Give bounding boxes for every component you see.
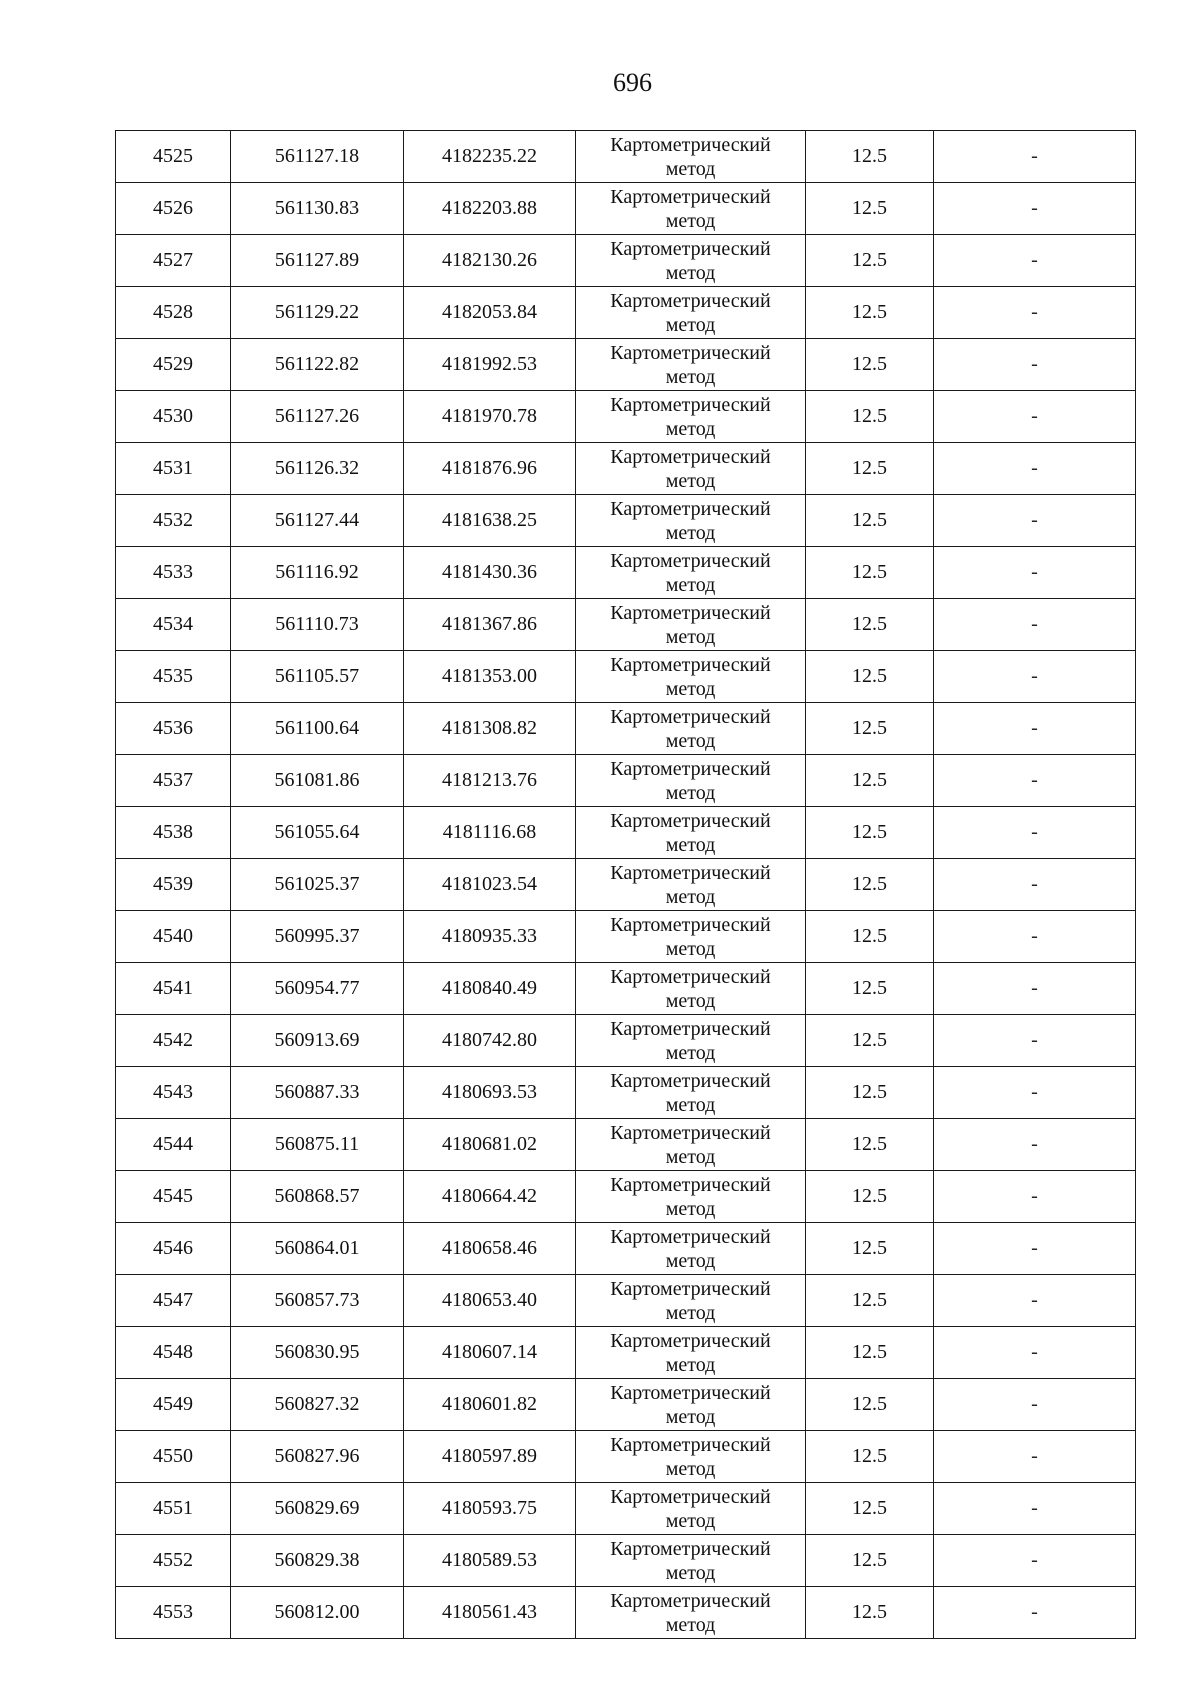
- accuracy-cell: 12.5: [806, 1587, 934, 1639]
- y-coordinate-cell: 4180597.89: [404, 1431, 576, 1483]
- method-label-line2: метод: [665, 989, 716, 1012]
- x-coordinate-cell: 560887.33: [231, 1067, 404, 1119]
- note-cell: -: [934, 703, 1136, 755]
- y-coordinate-cell: 4180681.02: [404, 1119, 576, 1171]
- method-cell: [576, 1379, 806, 1431]
- note-cell: -: [934, 755, 1136, 807]
- accuracy-cell: 12.5: [806, 911, 934, 963]
- point-number-cell: 4537: [116, 755, 231, 807]
- table-row: [116, 755, 1136, 807]
- method-cell: [576, 703, 806, 755]
- table-row: [116, 495, 1136, 547]
- y-coordinate-cell: 4181876.96: [404, 443, 576, 495]
- method-cell: [576, 339, 806, 391]
- point-number-cell: 4534: [116, 599, 231, 651]
- point-number-cell: 4536: [116, 703, 231, 755]
- x-coordinate-cell: 560864.01: [231, 1223, 404, 1275]
- x-coordinate-cell: 560827.96: [231, 1431, 404, 1483]
- method-label-line1: Картометрический: [610, 1381, 771, 1404]
- note-cell: -: [934, 495, 1136, 547]
- y-coordinate-cell: 4180589.53: [404, 1535, 576, 1587]
- accuracy-cell: 12.5: [806, 547, 934, 599]
- table-row: [116, 1275, 1136, 1327]
- method-cell: [576, 1015, 806, 1067]
- point-number-cell: 4548: [116, 1327, 231, 1379]
- point-number-cell: 4535: [116, 651, 231, 703]
- note-cell: -: [934, 1327, 1136, 1379]
- method-label-line1: Картометрический: [610, 809, 771, 832]
- method-label-line2: метод: [665, 521, 716, 544]
- x-coordinate-cell: 561116.92: [231, 547, 404, 599]
- note-cell: -: [934, 1119, 1136, 1171]
- method-label-line1: Картометрический: [610, 289, 771, 312]
- note-cell: -: [934, 651, 1136, 703]
- y-coordinate-cell: 4180742.80: [404, 1015, 576, 1067]
- point-number-cell: 4526: [116, 183, 231, 235]
- method-cell: [576, 183, 806, 235]
- note-cell: -: [934, 1535, 1136, 1587]
- table-row: [116, 703, 1136, 755]
- method-cell: [576, 1171, 806, 1223]
- accuracy-cell: 12.5: [806, 1015, 934, 1067]
- method-label-line1: Картометрический: [610, 1121, 771, 1144]
- method-cell: [576, 963, 806, 1015]
- point-number-cell: 4551: [116, 1483, 231, 1535]
- accuracy-cell: 12.5: [806, 1431, 934, 1483]
- point-number-cell: 4545: [116, 1171, 231, 1223]
- point-number-cell: 4529: [116, 339, 231, 391]
- method-label-line2: метод: [665, 1613, 716, 1636]
- note-cell: -: [934, 1587, 1136, 1639]
- note-cell: -: [934, 963, 1136, 1015]
- point-number-cell: 4547: [116, 1275, 231, 1327]
- point-number-cell: 4538: [116, 807, 231, 859]
- method-label-line1: Картометрический: [610, 1433, 771, 1456]
- point-number-cell: 4533: [116, 547, 231, 599]
- method-label-line2: метод: [665, 1301, 716, 1324]
- table-row: [116, 859, 1136, 911]
- y-coordinate-cell: 4180664.42: [404, 1171, 576, 1223]
- table-row: [116, 1431, 1136, 1483]
- method-label-line2: метод: [665, 157, 716, 180]
- table-row: [116, 131, 1136, 183]
- y-coordinate-cell: 4180658.46: [404, 1223, 576, 1275]
- note-cell: -: [934, 807, 1136, 859]
- method-label-line1: Картометрический: [610, 653, 771, 676]
- point-number-cell: 4530: [116, 391, 231, 443]
- x-coordinate-cell: 560830.95: [231, 1327, 404, 1379]
- method-label-line1: Картометрический: [610, 965, 771, 988]
- point-number-cell: 4550: [116, 1431, 231, 1483]
- point-number-cell: 4525: [116, 131, 231, 183]
- method-label-line2: метод: [665, 729, 716, 752]
- point-number-cell: 4532: [116, 495, 231, 547]
- note-cell: -: [934, 547, 1136, 599]
- x-coordinate-cell: 561122.82: [231, 339, 404, 391]
- method-label-line1: Картометрический: [610, 1485, 771, 1508]
- method-label-line1: Картометрический: [610, 705, 771, 728]
- accuracy-cell: 12.5: [806, 443, 934, 495]
- method-cell: [576, 755, 806, 807]
- accuracy-cell: 12.5: [806, 183, 934, 235]
- point-number-cell: 4544: [116, 1119, 231, 1171]
- method-label-line2: метод: [665, 1457, 716, 1480]
- table-row: [116, 1379, 1136, 1431]
- accuracy-cell: 12.5: [806, 287, 934, 339]
- table-row: [116, 1483, 1136, 1535]
- y-coordinate-cell: 4180840.49: [404, 963, 576, 1015]
- method-cell: [576, 807, 806, 859]
- accuracy-cell: 12.5: [806, 755, 934, 807]
- point-number-cell: 4552: [116, 1535, 231, 1587]
- note-cell: -: [934, 443, 1136, 495]
- method-label-line2: метод: [665, 1509, 716, 1532]
- table-row: [116, 183, 1136, 235]
- y-coordinate-cell: 4181353.00: [404, 651, 576, 703]
- y-coordinate-cell: 4181116.68: [404, 807, 576, 859]
- x-coordinate-cell: 561130.83: [231, 183, 404, 235]
- method-cell: [576, 1275, 806, 1327]
- method-label-line2: метод: [665, 573, 716, 596]
- method-label-line1: Картометрический: [610, 1225, 771, 1248]
- y-coordinate-cell: 4182235.22: [404, 131, 576, 183]
- accuracy-cell: 12.5: [806, 235, 934, 287]
- x-coordinate-cell: 561105.57: [231, 651, 404, 703]
- y-coordinate-cell: 4180935.33: [404, 911, 576, 963]
- point-number-cell: 4549: [116, 1379, 231, 1431]
- accuracy-cell: 12.5: [806, 1223, 934, 1275]
- method-label-line2: метод: [665, 781, 716, 804]
- y-coordinate-cell: 4181213.76: [404, 755, 576, 807]
- x-coordinate-cell: 561127.89: [231, 235, 404, 287]
- method-label-line1: Картометрический: [610, 601, 771, 624]
- table-row: [116, 1587, 1136, 1639]
- y-coordinate-cell: 4181992.53: [404, 339, 576, 391]
- method-cell: [576, 651, 806, 703]
- note-cell: -: [934, 235, 1136, 287]
- note-cell: -: [934, 599, 1136, 651]
- point-number-cell: 4543: [116, 1067, 231, 1119]
- table-row: [116, 391, 1136, 443]
- table-row: [116, 1327, 1136, 1379]
- coordinates-table: [115, 130, 1136, 1639]
- accuracy-cell: 12.5: [806, 1119, 934, 1171]
- x-coordinate-cell: 560995.37: [231, 911, 404, 963]
- point-number-cell: 4540: [116, 911, 231, 963]
- method-label-line1: Картометрический: [610, 861, 771, 884]
- method-label-line2: метод: [665, 1197, 716, 1220]
- method-cell: [576, 859, 806, 911]
- method-label-line2: метод: [665, 1249, 716, 1272]
- x-coordinate-cell: 561127.18: [231, 131, 404, 183]
- point-number-cell: 4528: [116, 287, 231, 339]
- method-cell: [576, 1223, 806, 1275]
- y-coordinate-cell: 4181367.86: [404, 599, 576, 651]
- table-row: [116, 1119, 1136, 1171]
- method-label-line1: Картометрический: [610, 1277, 771, 1300]
- accuracy-cell: 12.5: [806, 495, 934, 547]
- accuracy-cell: 12.5: [806, 1379, 934, 1431]
- y-coordinate-cell: 4181023.54: [404, 859, 576, 911]
- method-cell: [576, 1483, 806, 1535]
- x-coordinate-cell: 561129.22: [231, 287, 404, 339]
- method-label-line1: Картометрический: [610, 1069, 771, 1092]
- method-cell: [576, 1067, 806, 1119]
- point-number-cell: 4553: [116, 1587, 231, 1639]
- note-cell: -: [934, 1223, 1136, 1275]
- accuracy-cell: 12.5: [806, 807, 934, 859]
- method-cell: [576, 131, 806, 183]
- table-row: [116, 651, 1136, 703]
- method-cell: [576, 495, 806, 547]
- table-row: [116, 1171, 1136, 1223]
- method-label-line1: Картометрический: [610, 757, 771, 780]
- method-label-line1: Картометрический: [610, 1589, 771, 1612]
- x-coordinate-cell: 561127.44: [231, 495, 404, 547]
- note-cell: -: [934, 339, 1136, 391]
- table-row: [116, 1015, 1136, 1067]
- table-row: [116, 443, 1136, 495]
- note-cell: -: [934, 1015, 1136, 1067]
- method-label-line2: метод: [665, 365, 716, 388]
- note-cell: -: [934, 391, 1136, 443]
- method-label-line1: Картометрический: [610, 497, 771, 520]
- x-coordinate-cell: 561100.64: [231, 703, 404, 755]
- note-cell: -: [934, 287, 1136, 339]
- method-label-line2: метод: [665, 677, 716, 700]
- method-cell: [576, 235, 806, 287]
- method-cell: [576, 1327, 806, 1379]
- point-number-cell: 4539: [116, 859, 231, 911]
- method-cell: [576, 599, 806, 651]
- table-row: [116, 547, 1136, 599]
- method-label-line2: метод: [665, 469, 716, 492]
- accuracy-cell: 12.5: [806, 1327, 934, 1379]
- note-cell: -: [934, 911, 1136, 963]
- accuracy-cell: 12.5: [806, 651, 934, 703]
- accuracy-cell: 12.5: [806, 1171, 934, 1223]
- table-row: [116, 807, 1136, 859]
- table-body: [116, 131, 1136, 1639]
- accuracy-cell: 12.5: [806, 1275, 934, 1327]
- table-row: [116, 911, 1136, 963]
- y-coordinate-cell: 4180601.82: [404, 1379, 576, 1431]
- table-row: [116, 1223, 1136, 1275]
- note-cell: -: [934, 1067, 1136, 1119]
- method-label-line2: метод: [665, 261, 716, 284]
- x-coordinate-cell: 560829.69: [231, 1483, 404, 1535]
- note-cell: -: [934, 1379, 1136, 1431]
- method-cell: [576, 911, 806, 963]
- note-cell: -: [934, 131, 1136, 183]
- method-label-line1: Картометрический: [610, 341, 771, 364]
- y-coordinate-cell: 4181308.82: [404, 703, 576, 755]
- y-coordinate-cell: 4180593.75: [404, 1483, 576, 1535]
- accuracy-cell: 12.5: [806, 1483, 934, 1535]
- method-cell: [576, 1431, 806, 1483]
- point-number-cell: 4541: [116, 963, 231, 1015]
- y-coordinate-cell: 4180693.53: [404, 1067, 576, 1119]
- accuracy-cell: 12.5: [806, 1067, 934, 1119]
- y-coordinate-cell: 4180653.40: [404, 1275, 576, 1327]
- x-coordinate-cell: 560913.69: [231, 1015, 404, 1067]
- method-label-line1: Картометрический: [610, 1173, 771, 1196]
- accuracy-cell: 12.5: [806, 391, 934, 443]
- note-cell: -: [934, 1431, 1136, 1483]
- method-label-line2: метод: [665, 625, 716, 648]
- x-coordinate-cell: 561126.32: [231, 443, 404, 495]
- table-row: [116, 1067, 1136, 1119]
- table-row: [116, 599, 1136, 651]
- accuracy-cell: 12.5: [806, 1535, 934, 1587]
- method-label-line2: метод: [665, 1093, 716, 1116]
- method-label-line2: метод: [665, 833, 716, 856]
- method-label-line1: Картометрический: [610, 185, 771, 208]
- y-coordinate-cell: 4181430.36: [404, 547, 576, 599]
- method-label-line2: метод: [665, 1561, 716, 1584]
- accuracy-cell: 12.5: [806, 599, 934, 651]
- y-coordinate-cell: 4181970.78: [404, 391, 576, 443]
- x-coordinate-cell: 561110.73: [231, 599, 404, 651]
- x-coordinate-cell: 560829.38: [231, 1535, 404, 1587]
- y-coordinate-cell: 4182053.84: [404, 287, 576, 339]
- method-label-line1: Картометрический: [610, 913, 771, 936]
- y-coordinate-cell: 4180561.43: [404, 1587, 576, 1639]
- y-coordinate-cell: 4181638.25: [404, 495, 576, 547]
- page-number: 696: [613, 68, 652, 97]
- method-cell: [576, 547, 806, 599]
- accuracy-cell: 12.5: [806, 703, 934, 755]
- method-cell: [576, 443, 806, 495]
- method-label-line1: Картометрический: [610, 1017, 771, 1040]
- x-coordinate-cell: 560812.00: [231, 1587, 404, 1639]
- method-label-line2: метод: [665, 1405, 716, 1428]
- method-cell: [576, 1535, 806, 1587]
- method-label-line2: метод: [665, 1041, 716, 1064]
- method-label-line1: Картометрический: [610, 133, 771, 156]
- accuracy-cell: 12.5: [806, 859, 934, 911]
- y-coordinate-cell: 4182203.88: [404, 183, 576, 235]
- note-cell: -: [934, 183, 1136, 235]
- point-number-cell: 4546: [116, 1223, 231, 1275]
- note-cell: -: [934, 1275, 1136, 1327]
- x-coordinate-cell: 561055.64: [231, 807, 404, 859]
- point-number-cell: 4531: [116, 443, 231, 495]
- method-label-line2: метод: [665, 209, 716, 232]
- accuracy-cell: 12.5: [806, 339, 934, 391]
- point-number-cell: 4527: [116, 235, 231, 287]
- accuracy-cell: 12.5: [806, 963, 934, 1015]
- method-label-line1: Картометрический: [610, 393, 771, 416]
- note-cell: -: [934, 1483, 1136, 1535]
- method-cell: [576, 287, 806, 339]
- method-label-line1: Картометрический: [610, 445, 771, 468]
- note-cell: -: [934, 859, 1136, 911]
- method-label-line1: Картометрический: [610, 237, 771, 260]
- accuracy-cell: 12.5: [806, 131, 934, 183]
- x-coordinate-cell: 561081.86: [231, 755, 404, 807]
- x-coordinate-cell: 561127.26: [231, 391, 404, 443]
- method-label-line1: Картометрический: [610, 1329, 771, 1352]
- method-cell: [576, 1587, 806, 1639]
- table-row: [116, 1535, 1136, 1587]
- x-coordinate-cell: 560868.57: [231, 1171, 404, 1223]
- method-label-line2: метод: [665, 1145, 716, 1168]
- x-coordinate-cell: 560954.77: [231, 963, 404, 1015]
- y-coordinate-cell: 4182130.26: [404, 235, 576, 287]
- x-coordinate-cell: 561025.37: [231, 859, 404, 911]
- method-label-line2: метод: [665, 313, 716, 336]
- x-coordinate-cell: 560875.11: [231, 1119, 404, 1171]
- y-coordinate-cell: 4180607.14: [404, 1327, 576, 1379]
- method-label-line2: метод: [665, 1353, 716, 1376]
- method-label-line2: метод: [665, 937, 716, 960]
- table-row: [116, 963, 1136, 1015]
- method-cell: [576, 391, 806, 443]
- x-coordinate-cell: 560857.73: [231, 1275, 404, 1327]
- method-label-line1: Картометрический: [610, 1537, 771, 1560]
- method-label-line2: метод: [665, 885, 716, 908]
- table-row: [116, 339, 1136, 391]
- table-row: [116, 287, 1136, 339]
- note-cell: -: [934, 1171, 1136, 1223]
- point-number-cell: 4542: [116, 1015, 231, 1067]
- x-coordinate-cell: 560827.32: [231, 1379, 404, 1431]
- table-row: [116, 235, 1136, 287]
- method-cell: [576, 1119, 806, 1171]
- method-label-line1: Картометрический: [610, 549, 771, 572]
- method-label-line2: метод: [665, 417, 716, 440]
